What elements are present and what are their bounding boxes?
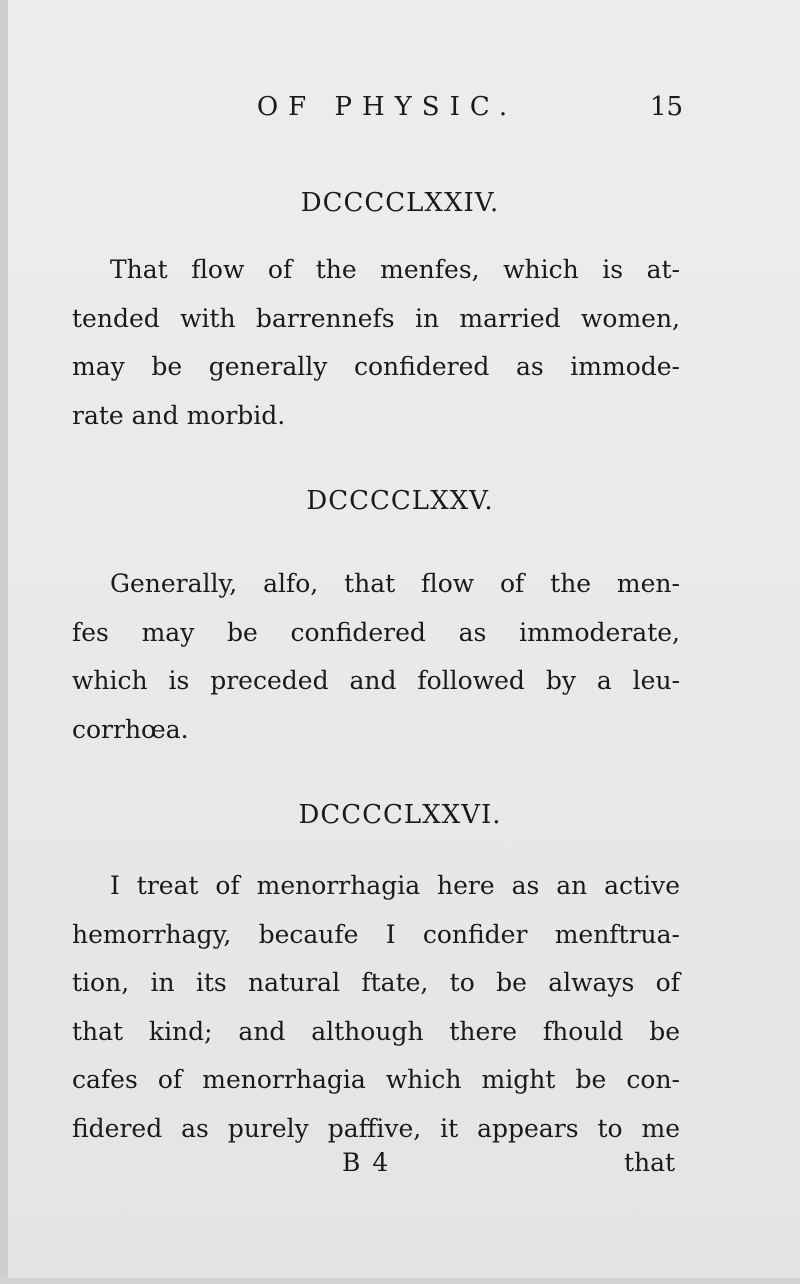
text-line: fidered as purely paffive, it appears to me	[72, 1113, 680, 1143]
section-paragraph	[72, 560, 680, 754]
text-line: corrhœa.	[72, 714, 189, 744]
text-line: that kind; and although there fhould be	[72, 1016, 680, 1046]
page-number: 15	[650, 92, 684, 122]
text-line: tion, in its natural ftate, to be always of	[72, 968, 680, 997]
section-heading: DCCCCLXXV.	[306, 486, 494, 516]
section-paragraph	[72, 246, 680, 440]
catchword: that	[624, 1148, 676, 1177]
text-line: rate and morbid.	[72, 400, 286, 430]
text-line: tended with barrennefs in married women,	[72, 303, 680, 333]
page-edge-bottom	[0, 1278, 800, 1284]
signature-mark: B 4	[342, 1148, 391, 1177]
text-line: fes may be confidered as immoderate,	[72, 617, 680, 647]
running-head-title: OF PHYSIC.	[256, 92, 518, 122]
text-line: I treat of menorrhagia here as an active	[110, 871, 680, 900]
section-heading: DCCCCLXXVI.	[298, 800, 502, 830]
page-footer	[0, 1148, 800, 1184]
section-paragraph	[72, 862, 680, 1153]
text-line: hemorrhagy, becaufe I confider menftrua-	[72, 919, 680, 949]
text-line: Generally, alfo, that flow of the men-	[110, 569, 680, 598]
text-line: which is preceded and followed by a leu-	[72, 666, 680, 695]
text-line: may be generally confidered as immode-	[72, 352, 680, 381]
section-heading: DCCCCLXXIV.	[300, 188, 500, 218]
running-head	[0, 92, 800, 132]
text-line: That flow of the menfes, which is at-	[110, 255, 680, 284]
text-line: cafes of menorrhagia which might be con-	[72, 1065, 680, 1094]
